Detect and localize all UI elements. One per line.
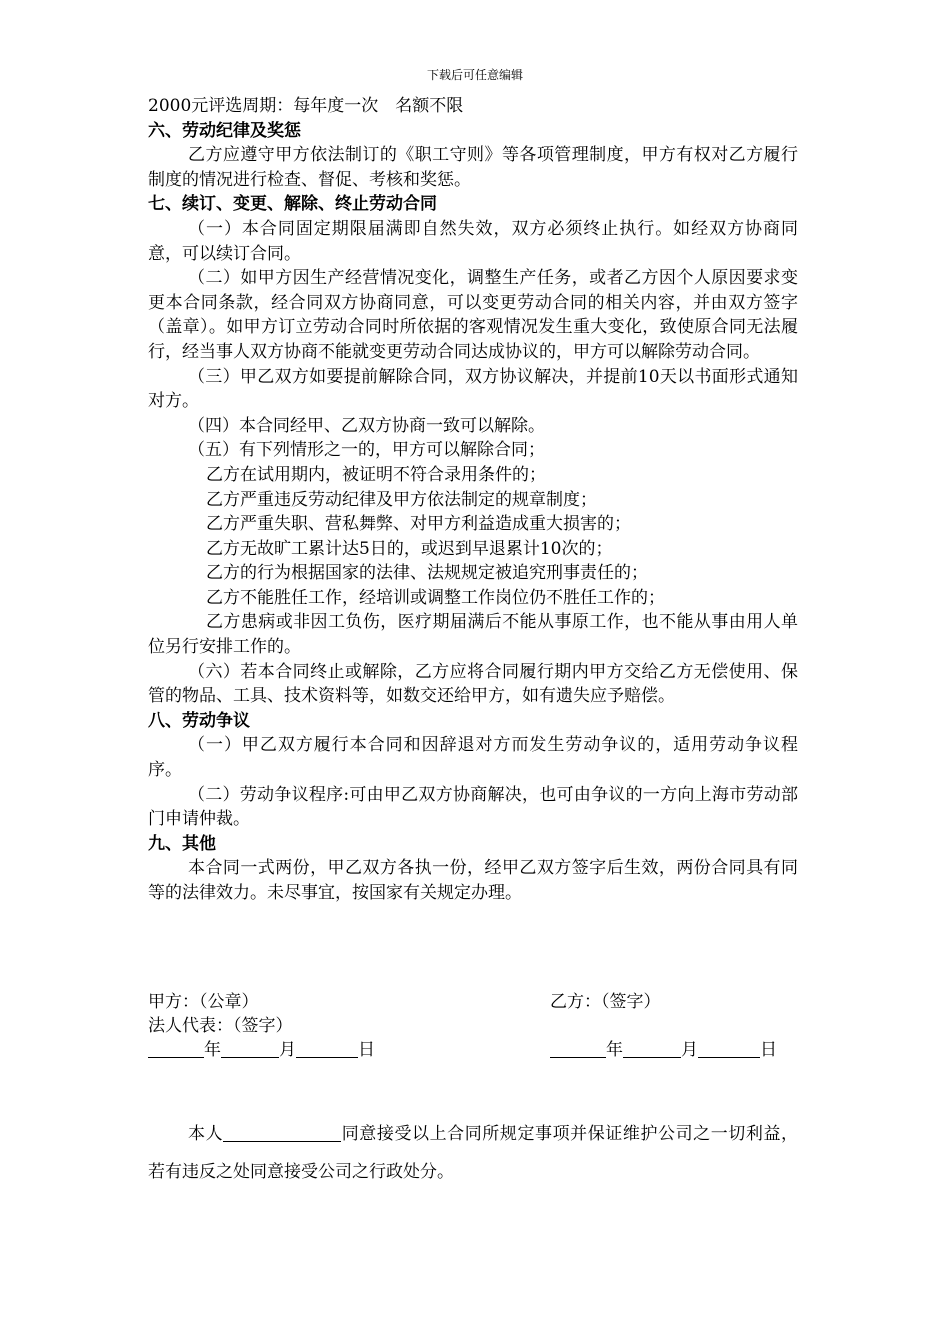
section-7-clause-4: （四）本合同经甲、乙双方协商一致可以解除。 <box>188 415 545 436</box>
list-item: 乙方无故旷工累计达5日的，或迟到早退累计10次的； <box>206 538 613 559</box>
day-blank[interactable] <box>698 1039 760 1058</box>
legal-rep-label: 法人代表：（签字） <box>148 1016 293 1036</box>
year-blank[interactable] <box>148 1039 204 1058</box>
month-label: 月 <box>681 1040 698 1060</box>
list-item: 乙方在试用期内，被证明不符合录用条件的； <box>206 464 546 485</box>
list-item-last: 乙方患病或非因工负伤，医疗期届满后不能从事原工作，也不能从事由用人单位另行安排工作的。 <box>148 612 798 658</box>
signature-block <box>148 990 798 1062</box>
month-blank[interactable] <box>221 1039 279 1058</box>
section-7-clause-6: （六）若本合同终止或解除，乙方应将合同履行期内甲方交给乙方无偿使用、保管的物品、工具、技术资料等，如数交还给甲方，如有遗失应予赔偿。 <box>148 661 798 707</box>
month-blank[interactable] <box>623 1039 681 1058</box>
day-label: 日 <box>760 1040 777 1060</box>
list-item: 乙方严重违反劳动纪律及甲方依法制定的规章制度； <box>206 489 597 510</box>
section-7-title: 七、续订、变更、解除、终止劳动合同 <box>148 194 437 215</box>
year-label: 年 <box>606 1040 623 1060</box>
section-6-title: 六、劳动纪律及奖惩 <box>148 120 301 141</box>
list-item: 乙方不能胜任工作，经培训或调整工作岗位仍不胜任工作的； <box>206 587 665 608</box>
section-8-title: 八、劳动争议 <box>148 710 250 731</box>
party-a-label: 甲方：（公章） <box>148 992 259 1012</box>
section-6-paragraph: 乙方应遵守甲方依法制订的《职工守则》等各项管理制度，甲方有权对乙方履行制度的情况进行检查、督促、考核和奖惩。 <box>148 145 798 190</box>
party-b-label: 乙方：（签字） <box>550 992 661 1012</box>
party-a-date <box>148 1038 375 1062</box>
page-header-note: 下载后可任意编辑 <box>426 68 523 82</box>
closing-text: 同意接受以上合同所规定事项并保证维护公司之一切利益，若有违反之处同意接受公司之行政处分。 <box>148 1124 799 1182</box>
section-7-clause-2: （二）如甲方因生产经营情况变化，调整生产任务，或者乙方因个人原因要求变更本合同条款，经合同双方协商同意，可以变更劳动合同的相关内容，并由双方签字（盖章）。如甲方订立劳动合同时所依据的客观情况发生重大变化，致使原合同无法履行，经当事人双方协商不能就变更劳动合同达成协议的，甲方可以解除劳动合同。 <box>148 268 798 362</box>
party-b-date <box>550 1038 777 1062</box>
section-7-clause-5: （五）有下列情形之一的，甲方可以解除合同； <box>188 440 545 461</box>
list-item: 乙方严重失职、营私舞弊、对甲方利益造成重大损害的； <box>206 514 631 535</box>
document-body <box>148 94 798 906</box>
section-7-clause-1: （一）本合同固定期限届满即自然失效，双方必须终止执行。如经双方协商同意，可以续订合同。 <box>148 218 798 264</box>
section-7-clause-3: （三）甲乙双方如要提前解除合同，双方协议解决，并提前10天以书面形式通知对方。 <box>148 366 798 412</box>
day-label: 日 <box>358 1040 375 1060</box>
name-blank[interactable] <box>223 1123 341 1142</box>
section-9-paragraph: 本合同一式两份，甲乙双方各执一份，经甲乙双方签字后生效，两份合同具有同等的法律效力。未尽事宜，按国家有关规定办理。 <box>148 858 798 903</box>
month-label: 月 <box>279 1040 296 1060</box>
closing-statement <box>148 1115 798 1191</box>
year-label: 年 <box>204 1040 221 1060</box>
section-8-clause-1: （一）甲乙双方履行本合同和因辞退对方而发生劳动争议的，适用劳动争议程序。 <box>148 735 798 781</box>
top-line: 2000元评选周期：每年度一次 名额不限 <box>148 96 464 116</box>
section-8-clause-2: （二）劳动争议程序:可由甲乙双方协商解决，也可由争议的一方向上海市劳动部门申请仲裁。 <box>148 784 798 830</box>
closing-prefix: 本人 <box>188 1124 224 1144</box>
day-blank[interactable] <box>296 1039 358 1058</box>
year-blank[interactable] <box>550 1039 606 1058</box>
section-9-title: 九、其他 <box>148 833 216 854</box>
list-item: 乙方的行为根据国家的法律、法规规定被追究刑事责任的； <box>206 563 648 584</box>
